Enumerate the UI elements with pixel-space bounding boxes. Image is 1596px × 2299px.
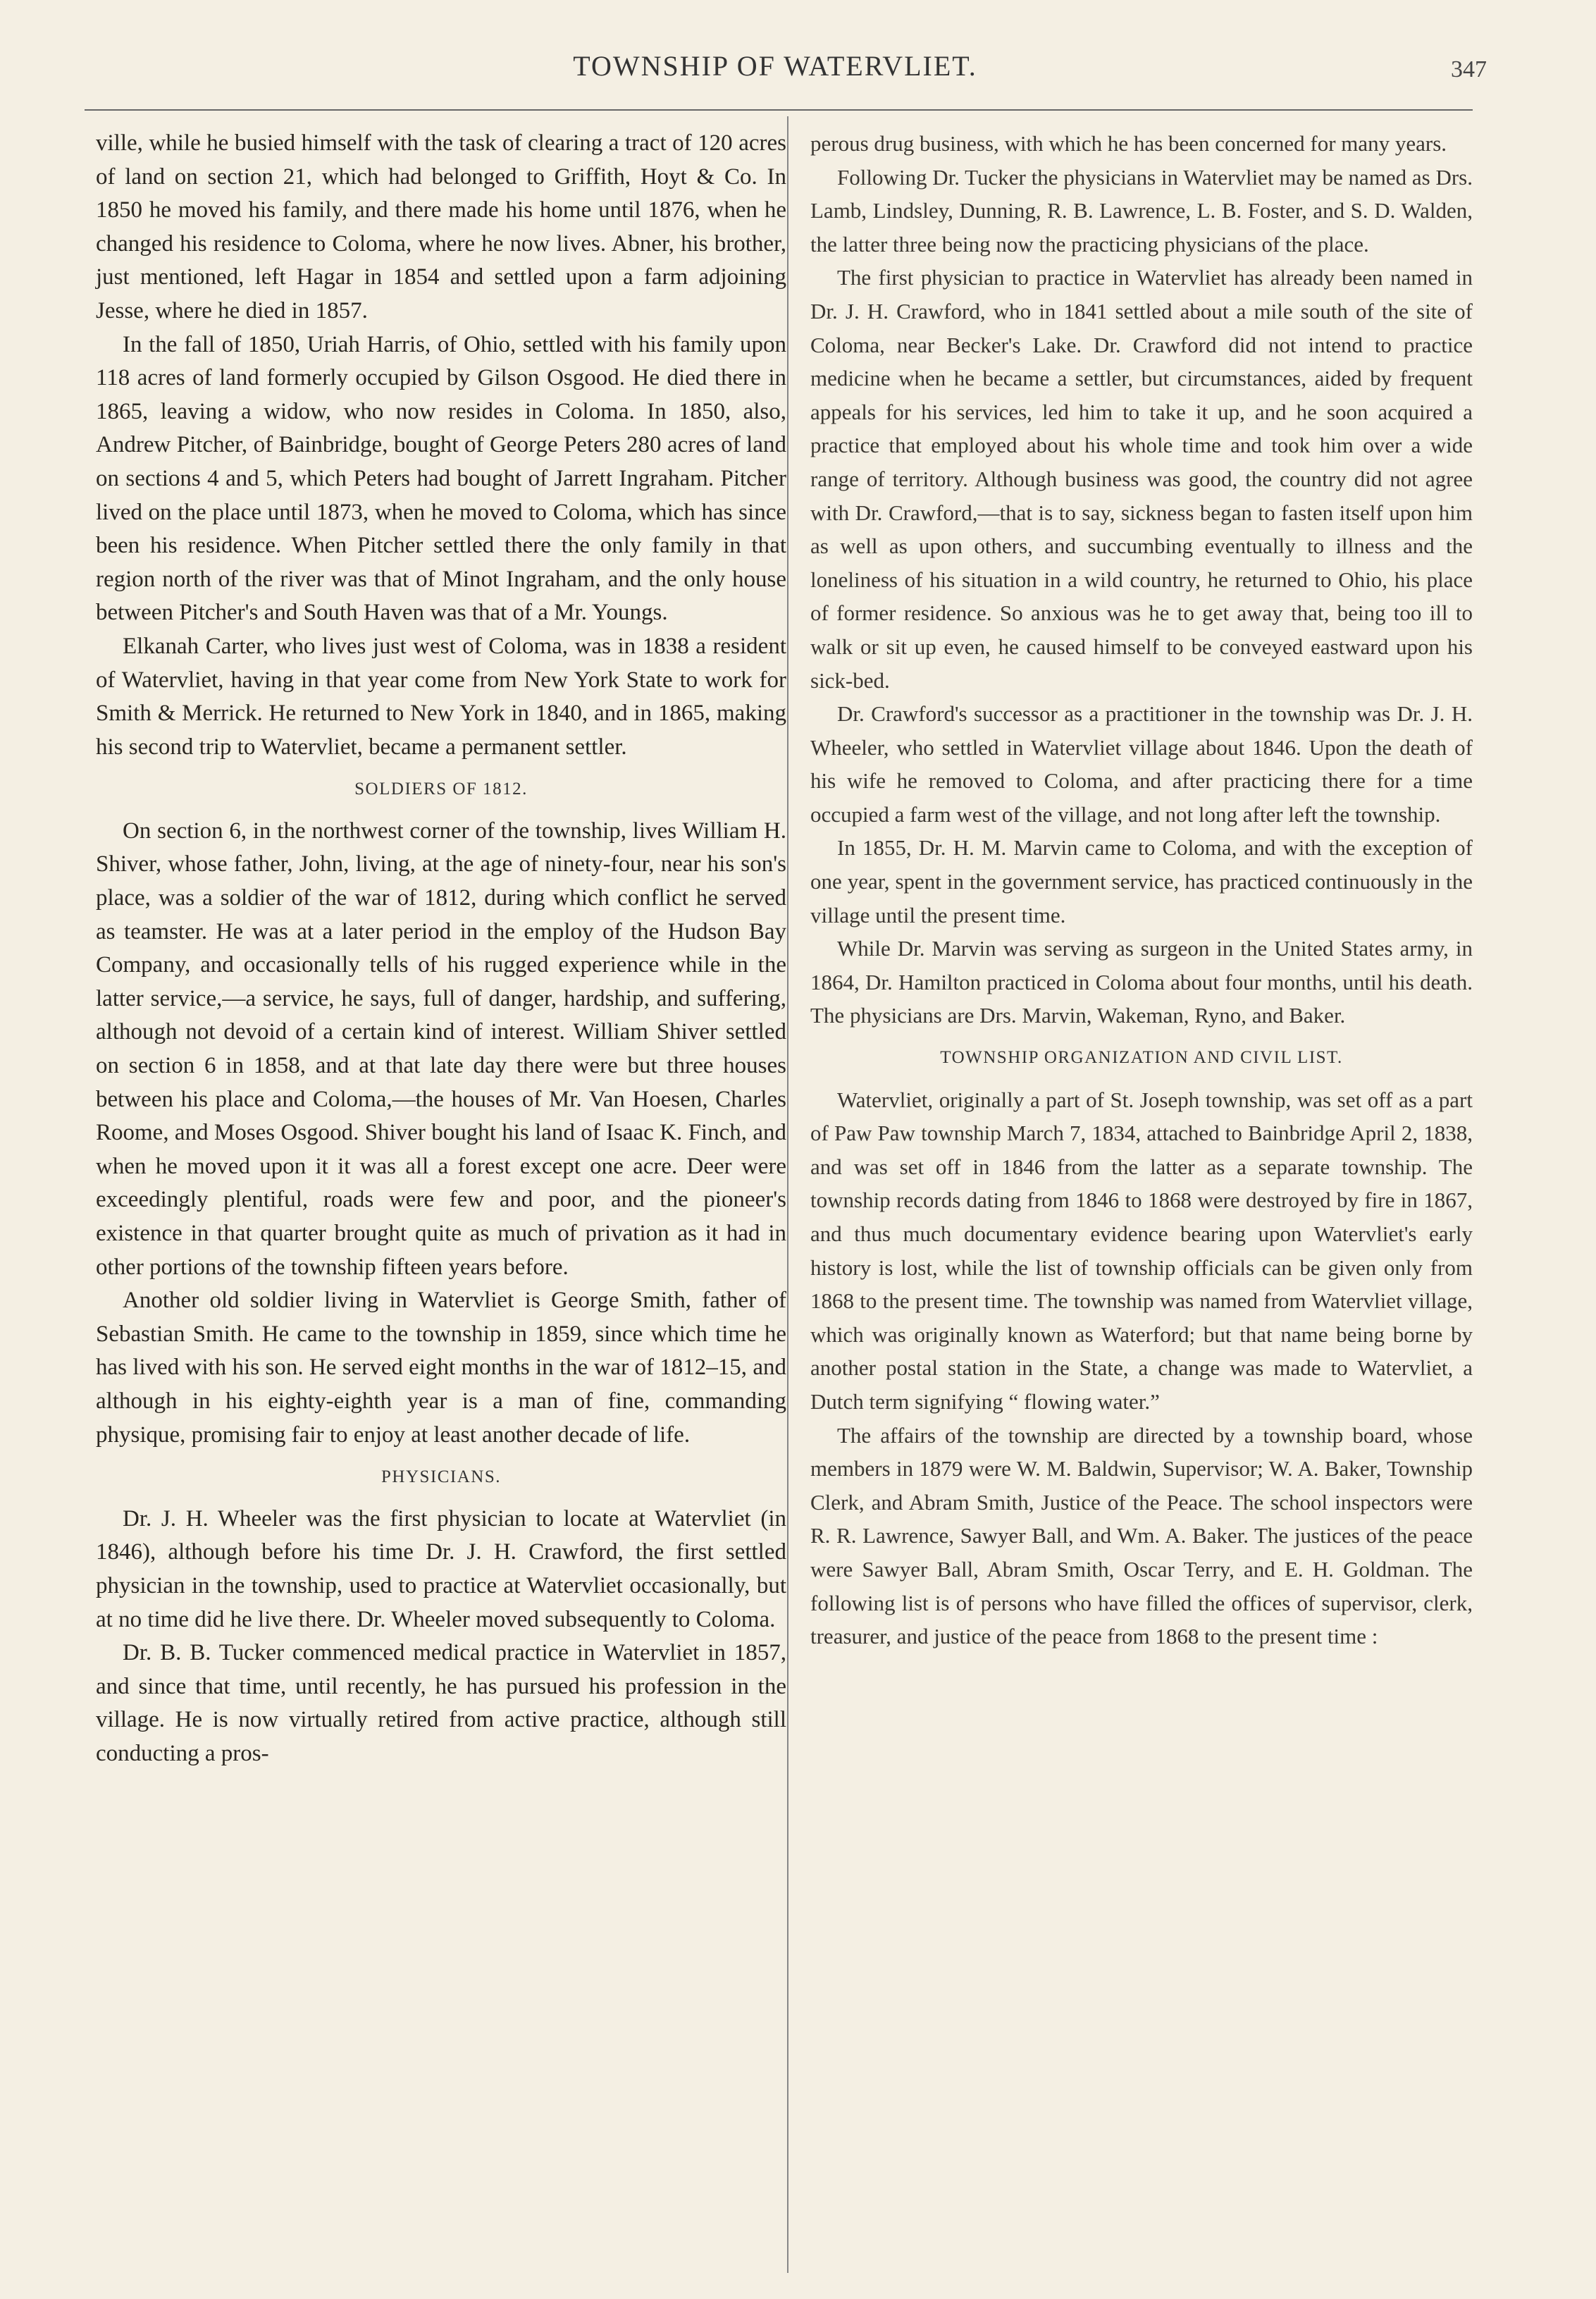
- paragraph: ville, while he busied himself with the task of clearing a tract of 120 acres of land on section 21, which had belonged to Griffith, Hoyt & Co. In 1850 he moved his family, and there made his home until 1876, when he changed his residence to Coloma, where he now lives. Abner, his brother, just mentioned, left Hagar in 1854 and settled upon a farm adjoining Jesse, where he died in 1857.: [96, 130, 786, 323]
- paragraph: In the fall of 1850, Uriah Harris, of Ohio, settled with his family upon 118 acres of land formerly occupied by Gilson Osgood. He died there in 1865, leaving a widow, who now resides in Coloma. In 1850, also, Andrew Pitcher, of Bainbridge, bought of George Peters 280 acres of land on sections 4 and 5, which Peters had bought of Jarrett Ingraham. Pitcher lived on the place until 1873, when he moved to Coloma, which has since been his residence. When Pitcher settled there the only family in that region north of the river was that of Minot Ingraham, and the only house between Pitcher's and South Haven was that of a Mr. Youngs.: [96, 331, 786, 626]
- section-heading-physicians: PHYSICIANS.: [381, 1467, 501, 1487]
- paragraph: Another old soldier living in Watervliet is George Smith, father of Sebastian Smith. He came to the township in 1859, since which time he has lived with his son. He served eight months in the war of 1812–15, and although in his eighty-eighth year is a man of fine, commanding physique, promising fair to enjoy at least another decade of life.: [96, 1288, 786, 1448]
- right-column: [810, 127, 1473, 1653]
- paragraph: Dr. Crawford's successor as a practitioner in the township was Dr. J. H. Wheeler, who settled in Watervliet village about 1846. Upon the death of his wife he removed to Coloma, and after practicing there for a time occupied a farm west of the village, and not long after left the township.: [810, 701, 1473, 827]
- paragraph: Following Dr. Tucker the physicians in Watervliet may be named as Drs. Lamb, Lindsley, Dunning, R. B. Lawrence, L. B. Foster, and S. D. Walden, the latter three being now the practicing physicians of the place.: [810, 164, 1473, 257]
- paragraph: The first physician to practice in Watervliet has already been named in Dr. J. H. Crawford, who in 1841 settled about a mile south of the site of Coloma, near Becker's Lake. Dr. Crawford did not intend to practice medicine when he became a settler, but circumstances, aided by frequent appeals for his services, led him to take it up, and he soon acquired a practice that employed about his whole time and took him over a wide range of territory. Although business was good, the country did not agree with Dr. Crawford,—that is to say, sickness began to fasten itself upon him as well as upon others, and succumbing eventually to illness and the loneliness of his situation in a wild country, he returned to Ohio, his place of former residence. So anxious was he to get away that, being too ill to walk or sit up even, he caused himself to be conveyed eastward upon his sick-bed.: [810, 265, 1473, 693]
- paragraph: perous drug business, with which he has been concerned for many years.: [810, 131, 1447, 156]
- paragraph: Watervliet, originally a part of St. Joseph township, was set off as a part of Paw Paw township March 7, 1834, attached to Bainbridge April 2, 1838, and was set off in 1846 from the latter as a separate township. The township records dating from 1846 to 1868 were destroyed by fire in 1867, and thus much documentary evidence bearing upon Watervliet's early history is lost, while the list of township officials can be given only from 1868 to the present time. The township was named from Watervliet village, which was originally known as Waterford; but that name being borne by another postal station in the State, a change was made to Watervliet, a Dutch term signifying “ flowing water.”: [810, 1087, 1473, 1414]
- paragraph: On section 6, in the northwest corner of the township, lives William H. Shiver, whose father, John, living, at the age of ninety-four, near his son's place, was a soldier of the war of 1812, during which conflict he served as teamster. He was at a later period in the employ of the Hudson Bay Company, and occasionally tells of his rugged experience while in the latter service,—a service, he says, full of danger, hardship, and suffering, although not devoid of a certain kind of interest. William Shiver settled on section 6 in 1858, and at that late day there were but three houses between his place and Coloma,—the houses of Mr. Van Hoesen, Charles Roome, and Moses Osgood. Shiver bought his land of Isaac K. Finch, and when he moved upon it it was all a forest except one acre. Deer were exceedingly plentiful, roads were few and poor, and the pioneer's existence in that quarter brought quite as much of privation as it had in other portions of the township fifteen years before.: [96, 818, 786, 1280]
- header-rule: [85, 109, 1473, 111]
- page-number: 347: [1451, 56, 1487, 82]
- column-divider: [787, 116, 788, 2273]
- paragraph: Dr. J. H. Wheeler was the first physician to locate at Watervliet (in 1846), although before his time Dr. J. H. Crawford, the first settled physician in the township, used to practice at Watervliet occasionally, but at no time did he live there. Dr. Wheeler moved subsequently to Coloma.: [96, 1505, 786, 1632]
- paragraph: While Dr. Marvin was serving as surgeon in the United States army, in 1864, Dr. Hamilton practiced in Coloma about four months, until his death. The physicians are Drs. Marvin, Wakeman, Ryno, and Baker.: [810, 936, 1473, 1028]
- paragraph: The affairs of the township are directed by a township board, whose members in 1879 were W. M. Baldwin, Supervisor; W. A. Baker, Township Clerk, and Abram Smith, Justice of the Peace. The school inspectors were R. R. Lawrence, Sawyer Ball, and Wm. A. Baker. The justices of the peace were Sawyer Ball, Abram Smith, Oscar Terry, and E. H. Goldman. The following list is of persons who have filled the offices of supervisor, clerk, treasurer, and justice of the peace from 1868 to the present time :: [810, 1422, 1473, 1649]
- page-title: TOWNSHIP OF WATERVLIET.: [573, 50, 977, 82]
- paragraph: Dr. B. B. Tucker commenced medical practice in Watervliet in 1857, and since that time, until recently, he has pursued his profession in the village. He is now virtually retired from active practice, although still conducting a pros-: [96, 1640, 786, 1766]
- left-column: [96, 127, 786, 1771]
- section-heading-township: TOWNSHIP ORGANIZATION AND CIVIL LIST.: [940, 1048, 1343, 1068]
- running-header: [85, 49, 1487, 99]
- paragraph: Elkanah Carter, who lives just west of Coloma, was in 1838 a resident of Watervliet, having in that year come from New York State to work for Smith & Merrick. He returned to New York in 1840, and in 1865, making his second trip to Watervliet, became a permanent settler.: [96, 633, 786, 760]
- section-heading-soldiers: SOLDIERS OF 1812.: [354, 779, 528, 799]
- paragraph: In 1855, Dr. H. M. Marvin came to Coloma, and with the exception of one year, spent in the government service, has practiced continuously in the village until the present time.: [810, 835, 1473, 927]
